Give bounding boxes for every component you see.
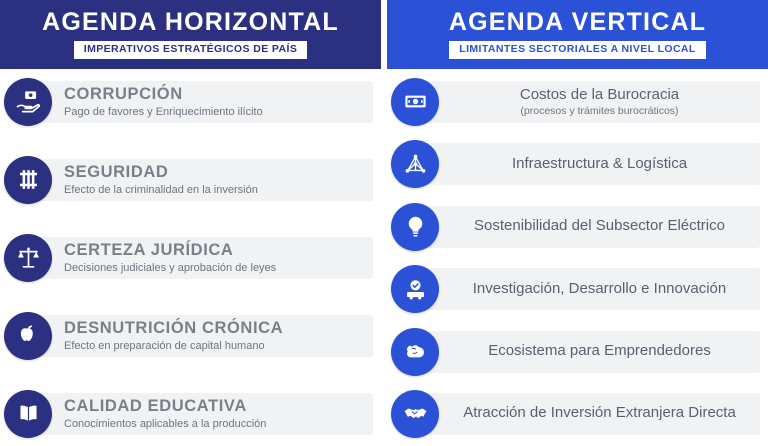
panel-agenda-horizontal: [0, 0, 381, 446]
list-agenda-vertical: [387, 69, 768, 446]
panel-subtitle-left: IMPERATIVOS ESTRATÉGICOS DE PAÍS: [74, 41, 308, 59]
list-agenda-horizontal: [0, 69, 381, 446]
item-desc: Pago de favores y Enriquecimiento ilícito: [64, 106, 263, 119]
lightbulb-icon: [391, 203, 439, 251]
list-item[interactable]: [4, 76, 377, 128]
panel-header-left: [0, 0, 381, 69]
list-item[interactable]: [4, 154, 377, 206]
scales-of-justice-icon: [4, 234, 52, 282]
item-text: [439, 338, 764, 365]
panel-agenda-vertical: [387, 0, 768, 446]
open-book-icon: [4, 390, 52, 438]
jail-window-icon: [4, 156, 52, 204]
item-text: [52, 159, 377, 201]
item-text: [439, 276, 764, 303]
list-item[interactable]: [4, 232, 377, 284]
item-text: [439, 82, 764, 121]
item-title: CORRUPCIÓN: [64, 84, 183, 103]
list-item[interactable]: [391, 326, 764, 378]
item-text: [439, 400, 764, 427]
brain-gear-icon: [391, 328, 439, 376]
banknote-icon: [391, 78, 439, 126]
hand-holding-money-icon: [4, 78, 52, 126]
item-title: DESNUTRICIÓN CRÓNICA: [64, 319, 284, 338]
item-text: [52, 315, 377, 357]
apple-icon: [4, 312, 52, 360]
list-item[interactable]: [391, 388, 764, 440]
list-item[interactable]: [4, 388, 377, 440]
panel-header-right: [387, 0, 768, 69]
item-title: Investigación, Desarrollo e Innovación: [472, 279, 727, 297]
panel-subtitle-wrap-right: [393, 41, 762, 59]
item-title: Sostenibilidad del Subsector Eléctrico: [474, 217, 725, 235]
item-text: [439, 151, 764, 178]
item-title: CALIDAD EDUCATIVA: [64, 397, 247, 416]
network-truck-icon: [391, 140, 439, 188]
list-item[interactable]: [391, 263, 764, 315]
item-title: Atracción de Inversión Extranjera Directa: [463, 404, 736, 422]
item-text: [439, 213, 764, 240]
item-desc: Decisiones judiciales y aprobación de leyes: [64, 262, 277, 275]
item-text: [52, 237, 377, 279]
list-item[interactable]: [391, 138, 764, 190]
list-item[interactable]: [391, 201, 764, 253]
item-title: Costos de la Burocracia: [519, 86, 680, 104]
item-title: SEGURIDAD: [64, 162, 169, 181]
item-title: Infraestructura & Logística: [511, 154, 688, 172]
panel-title-right: AGENDA VERTICAL: [448, 8, 707, 36]
item-text: [52, 81, 377, 123]
item-title: CERTEZA JURÍDICA: [64, 241, 234, 259]
panel-subtitle-wrap-left: [6, 41, 375, 59]
handshake-icon: [391, 390, 439, 438]
item-desc: Efecto en preparación de capital humano: [64, 340, 265, 353]
item-desc: Efecto de la criminalidad en la inversión: [64, 184, 258, 197]
list-item[interactable]: [391, 76, 764, 128]
list-item[interactable]: [4, 310, 377, 362]
item-text: [52, 393, 377, 435]
panel-subtitle-right: LIMITANTES SECTORIALES A NIVEL LOCAL: [449, 41, 705, 59]
item-desc: Conocimientos aplicables a la producción: [64, 418, 267, 431]
panel-title-left: AGENDA HORIZONTAL: [42, 8, 339, 36]
microscope-check-icon: [391, 265, 439, 313]
item-desc: (procesos y trámites burocráticos): [520, 105, 679, 118]
item-title: Ecosistema para Emprendedores: [488, 342, 711, 360]
